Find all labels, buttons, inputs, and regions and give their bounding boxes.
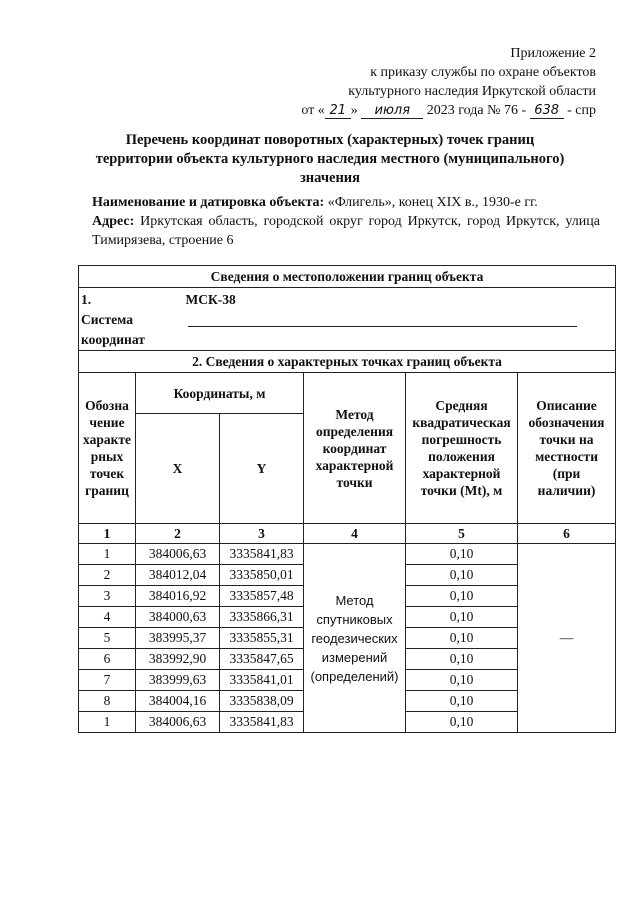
header-point-line: рных [90,449,124,464]
header-description-line: наличии) [537,483,596,498]
date-year-number: 2023 года № 76 - [426,103,527,118]
error-value: 0,10 [406,586,518,607]
header-description-line: местности [535,449,598,464]
header-x: X [136,414,220,524]
coord-y: 3335855,31 [220,628,304,649]
appendix-date-line [236,101,596,120]
coord-x: 384006,63 [136,712,220,733]
title-line-3: значения [299,170,361,186]
column-number: 4 [304,524,406,544]
error-value: 0,10 [406,544,518,565]
point-number: 8 [79,691,136,712]
coordinate-system-value-cell [136,288,616,351]
system-label-line-2: координат [81,332,145,347]
error-value: 0,10 [406,712,518,733]
column-number: 1 [79,524,136,544]
method-line: Метод [335,592,374,608]
coord-x: 384012,04 [136,565,220,586]
header-point-line: чение [89,415,125,430]
point-number: 7 [79,670,136,691]
description-cell: — [518,544,616,733]
error-value: 0,10 [406,649,518,670]
point-number: 3 [79,586,136,607]
header-method-line: характерной [315,457,394,473]
date-prefix: от « [301,103,325,118]
coordinate-system-value: МСК-38 [185,292,236,307]
coord-y: 3335847,65 [220,649,304,670]
appendix-order-line: к приказу службы по охране объектов [370,65,596,80]
appendix-title: Приложение 2 [510,46,596,61]
underline [188,326,578,327]
handwritten-month: июля [361,103,423,119]
coord-x: 384016,92 [136,586,220,607]
header-description-line: обозначения [528,415,605,430]
point-number: 1 [79,712,136,733]
column-numbers-row [79,524,616,544]
date-mid: » [350,103,358,118]
coord-x: 383995,37 [136,628,220,649]
header-coordinates: Координаты, м [136,373,304,414]
method-line: спутниковых [316,611,393,627]
table-row [79,544,616,565]
coord-x: 384006,63 [136,544,220,565]
coord-y: 3335850,01 [220,565,304,586]
header-description [518,373,616,524]
coord-x: 383999,63 [136,670,220,691]
header-error-line: Средняя [435,398,488,413]
header-error-line: квадратическая [412,415,511,430]
object-address-line [92,212,600,250]
header-point-line: характе [83,432,131,447]
header-error-line: погрешность [421,432,502,447]
method-line: геодезических [311,630,398,646]
header-point-line: точек [89,466,125,481]
coord-y: 3335841,01 [220,670,304,691]
header-description-line: (при [552,466,581,481]
header-error-line: положения [428,449,495,464]
point-number: 5 [79,628,136,649]
date-suffix: - спр [567,103,596,118]
section1-title: Сведения о местоположении границ объекта [79,266,616,288]
error-value: 0,10 [406,691,518,712]
error-value: 0,10 [406,607,518,628]
header-method [304,373,406,524]
coord-y: 3335857,48 [220,586,304,607]
error-value: 0,10 [406,628,518,649]
section2-title: 2. Сведения о характерных точках границ объекта [79,351,616,373]
column-number: 6 [518,524,616,544]
header-error-line: точки (Mt), м [420,483,503,498]
coord-y: 3335866,31 [220,607,304,628]
header-method-line: координат [322,440,387,456]
coord-y: 3335841,83 [220,712,304,733]
header-error-line: характерной [422,466,501,481]
method-line: измерений [321,649,388,665]
coord-x: 384000,63 [136,607,220,628]
point-number: 4 [79,607,136,628]
header-error [406,373,518,524]
column-number: 2 [136,524,220,544]
point-number: 1 [79,544,136,565]
coord-y: 3335841,83 [220,544,304,565]
header-method-line: определения [315,423,394,439]
coordinates-table [78,265,616,733]
coord-y: 3335838,09 [220,691,304,712]
object-address-label: Адрес: [92,214,135,229]
header-description-line: Описание [536,398,597,413]
handwritten-reg-number: 638 [530,103,564,119]
title-line-2: территории объекта культурного наследия местного (муниципального) [95,151,565,167]
object-address-value: Иркутская область, городской округ город Иркутск, город Иркутск, улица Тимирязева, строение 6 [92,214,600,248]
error-value: 0,10 [406,565,518,586]
header-y: Y [220,414,304,524]
appendix-service-line: культурного наследия Иркутской области [348,84,596,99]
header-method-line: Метод [335,406,374,422]
header-point-line: Обозна [85,398,129,413]
point-number: 6 [79,649,136,670]
system-label-line-1: 1. Система [81,292,133,327]
point-number: 2 [79,565,136,586]
error-value: 0,10 [406,670,518,691]
coord-x: 384004,16 [136,691,220,712]
appendix-block [236,44,596,120]
column-number: 5 [406,524,518,544]
title-line-1: Перечень координат поворотных (характерных) точек границ [125,132,535,148]
header-point-line: границ [85,483,129,498]
header-description-line: точки на [539,432,594,447]
header-point [79,373,136,524]
object-info [92,193,600,250]
header-method-line: точки [336,474,373,490]
coord-x: 383992,90 [136,649,220,670]
object-name-value: «Флигель», конец XIX в., 1930-е гг. [327,195,538,210]
method-line: (определений) [310,668,399,684]
object-name-line [92,193,600,212]
column-number: 3 [220,524,304,544]
coordinate-system-label [79,288,145,351]
method-cell [304,544,406,733]
handwritten-day: 21 [325,103,351,119]
document-title [60,131,600,188]
object-name-label: Наименование и датировка объекта: [92,195,325,210]
